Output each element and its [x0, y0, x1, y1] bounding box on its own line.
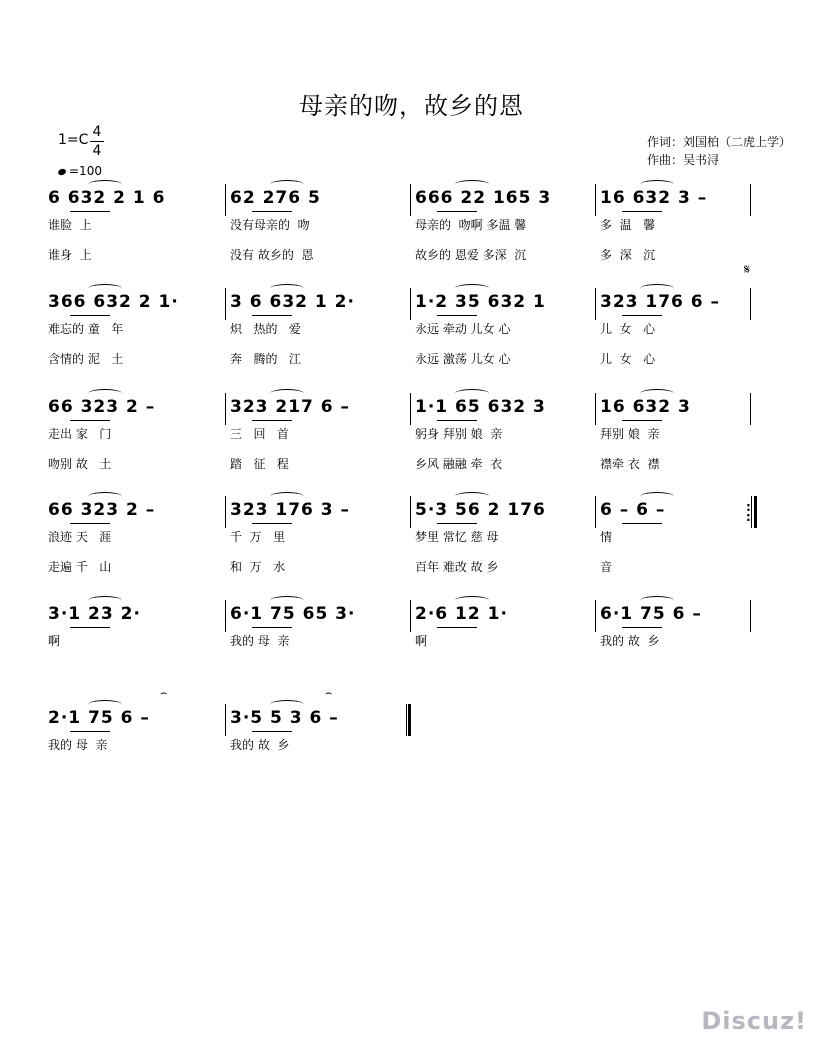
beam-underline: [252, 627, 292, 628]
lyric-verse-2: 音: [600, 560, 613, 574]
lyric-verse-2: 含情的 泥 土: [48, 352, 124, 366]
lyric-verse-1: 三 回 首: [230, 427, 289, 441]
lyric-verse-2: 吻别 故 土: [48, 457, 112, 471]
measure-notes: 16 632 3 –: [600, 188, 708, 208]
measure-notes: 2·6 12 1·: [415, 604, 508, 624]
slur-arc: [88, 284, 122, 293]
bar-line: [750, 288, 751, 320]
lyric-verse-1: 难忘的 童 年: [48, 322, 124, 336]
slur-arc: [640, 180, 674, 189]
bar-line: [595, 184, 596, 216]
slur-arc: [88, 180, 122, 189]
lyric-verse-2: 百年 难改 故 乡: [415, 560, 499, 574]
measure-notes: 323 176 6 –: [600, 292, 721, 312]
slur-arc: [455, 180, 489, 189]
lyric-verse-2: 走遍 千 山: [48, 560, 112, 574]
lyric-verse-2: 没有 故乡的 恩: [230, 248, 314, 262]
beam-underline: [70, 523, 110, 524]
measure-notes: 66 323 2 –: [48, 397, 156, 417]
bar-line: [595, 288, 596, 320]
lyric-verse-1: 梦里 常忆 慈 母: [415, 530, 499, 544]
beam-underline: [70, 731, 110, 732]
lyric-verse-1: 没有母亲的 吻: [230, 218, 310, 232]
measure-notes: 323 217 6 –: [230, 397, 351, 417]
tempo-marking: =100: [58, 164, 102, 178]
bar-line: [595, 393, 596, 425]
lyric-verse-2: 踏 征 程: [230, 457, 289, 471]
measure-notes: 6·1 75 65 3·: [230, 604, 356, 624]
composer: 作曲：吴书浔: [647, 153, 720, 167]
measure-notes: 6 632 2 1 6: [48, 188, 166, 208]
beam-underline: [252, 731, 292, 732]
lyric-verse-2: 奔 腾的 江: [230, 352, 301, 366]
beam-underline: [622, 420, 662, 421]
beam-underline: [437, 315, 477, 316]
lyric-verse-1: 母亲的 吻啊 多温 馨: [415, 218, 527, 232]
slur-arc: [270, 700, 304, 709]
key-signature: 1=C: [58, 132, 89, 148]
lyric-verse-2: 和 万 水: [230, 560, 286, 574]
lyric-verse-1: 我的 故 乡: [230, 738, 290, 752]
repeat-end-barline: : :: [746, 496, 756, 528]
lyricist: 作词：刘国柏（二虎上学）: [647, 135, 792, 149]
bar-line: [225, 600, 226, 632]
measure-notes: 5·3 56 2 176: [415, 500, 546, 520]
time-signature-top: 4: [92, 124, 102, 140]
slur-arc: [88, 492, 122, 501]
lyric-verse-1: 拜别 娘 亲: [600, 427, 660, 441]
lyric-verse-2: 谁身 上: [48, 248, 92, 262]
slur-arc: [270, 284, 304, 293]
beam-underline: [252, 211, 292, 212]
bar-line: [750, 600, 751, 632]
slur-arc: [270, 180, 304, 189]
bar-line: [595, 600, 596, 632]
slur-arc: [640, 492, 674, 501]
measure-notes: 666 22 165 3: [415, 188, 552, 208]
measure-notes: 1·1 65 632 3: [415, 397, 546, 417]
lyric-verse-2: 襟牵 衣 襟: [600, 457, 660, 471]
bar-line: [410, 288, 411, 320]
measure-notes: 3 6 632 1 2·: [230, 292, 355, 312]
beam-underline: [252, 315, 292, 316]
bar-line: [410, 496, 411, 528]
lyric-verse-1: 谁脸 上: [48, 218, 92, 232]
credits: [647, 133, 791, 169]
lyric-verse-1: 浪迹 天 涯: [48, 530, 112, 544]
slur-arc: [640, 284, 674, 293]
beam-underline: [70, 315, 110, 316]
beam-underline: [70, 420, 110, 421]
song-title: 母亲的吻，故乡的恩: [299, 92, 524, 120]
bar-line: [750, 184, 751, 216]
slur-arc: [88, 389, 122, 398]
lyric-verse-2: 儿 女 心: [600, 352, 656, 366]
measure-notes: 1·2 35 632 1: [415, 292, 546, 312]
measure-notes: 3·5 5 3 6 –: [230, 708, 339, 728]
beam-underline: [622, 523, 662, 524]
beam-underline: [70, 627, 110, 628]
slur-arc: [88, 596, 122, 605]
beam-underline: [437, 211, 477, 212]
bar-line: [750, 393, 751, 425]
slur-arc: [640, 389, 674, 398]
bar-line: [595, 496, 596, 528]
slur-arc: [455, 596, 489, 605]
lyric-verse-2: 乡风 融融 牵 衣: [415, 457, 503, 471]
lyric-verse-1: 多 温 馨: [600, 218, 656, 232]
lyric-verse-1: 千 万 里: [230, 530, 286, 544]
beam-underline: [70, 211, 110, 212]
fermata-icon: ⌢: [325, 686, 333, 699]
beam-underline: [252, 420, 292, 421]
lyric-verse-2: 故乡的 恩爱 多深 沉: [415, 248, 527, 262]
measure-notes: 3·1 23 2·: [48, 604, 141, 624]
beam-underline: [622, 315, 662, 316]
fermata-icon: ⌢: [160, 686, 168, 699]
quarter-note-icon: [57, 168, 67, 176]
measure-notes: 366 632 2 1·: [48, 292, 179, 312]
bar-line: [410, 184, 411, 216]
bar-line: [225, 184, 226, 216]
lyric-verse-1: 我的 故 乡: [600, 634, 660, 648]
lyric-verse-1: 情: [600, 530, 613, 544]
lyric-verse-1: 啊: [48, 634, 61, 648]
beam-underline: [252, 523, 292, 524]
lyric-verse-1: 永远 牵动 儿女 心: [415, 322, 511, 336]
lyric-verse-1: 啊: [415, 634, 428, 648]
measure-notes: 323 176 3 –: [230, 500, 351, 520]
watermark-logo: Discuz!: [701, 1007, 807, 1035]
measure-notes: 66 323 2 –: [48, 500, 156, 520]
bar-line: [410, 393, 411, 425]
beam-underline: [622, 627, 662, 628]
lyric-verse-1: 炽 热的 爱: [230, 322, 301, 336]
slur-arc: [455, 389, 489, 398]
measure-notes: 6·1 75 6 –: [600, 604, 702, 624]
bar-line: [225, 393, 226, 425]
lyric-verse-2: 多 深 沉: [600, 248, 656, 262]
final-barline: [406, 704, 411, 736]
beam-underline: [437, 420, 477, 421]
beam-underline: [437, 523, 477, 524]
beam-underline: [437, 627, 477, 628]
time-signature: [90, 124, 104, 159]
lyric-verse-1: 躬身 拜别 娘 亲: [415, 427, 503, 441]
bar-line: [225, 288, 226, 320]
beam-underline: [622, 211, 662, 212]
lyric-verse-1: 走出 家 门: [48, 427, 112, 441]
lyric-verse-1: 我的 母 亲: [48, 738, 108, 752]
segno-icon: 𝄋: [744, 262, 751, 278]
measure-notes: 62 276 5: [230, 188, 321, 208]
lyric-verse-1: 儿 女 心: [600, 322, 656, 336]
measure-notes: 6 – 6 –: [600, 500, 666, 520]
lyric-verse-2: 永远 激荡 儿女 心: [415, 352, 511, 366]
bar-line: [225, 496, 226, 528]
measure-notes: 2·1 75 6 –: [48, 708, 150, 728]
slur-arc: [455, 284, 489, 293]
slur-arc: [640, 596, 674, 605]
measure-notes: 16 632 3: [600, 397, 691, 417]
slur-arc: [270, 492, 304, 501]
bar-line: [225, 704, 226, 736]
slur-arc: [270, 596, 304, 605]
slur-arc: [88, 700, 122, 709]
slur-arc: [270, 389, 304, 398]
bar-line: [410, 600, 411, 632]
time-signature-bottom: 4: [92, 143, 102, 159]
lyric-verse-1: 我的 母 亲: [230, 634, 290, 648]
slur-arc: [455, 492, 489, 501]
